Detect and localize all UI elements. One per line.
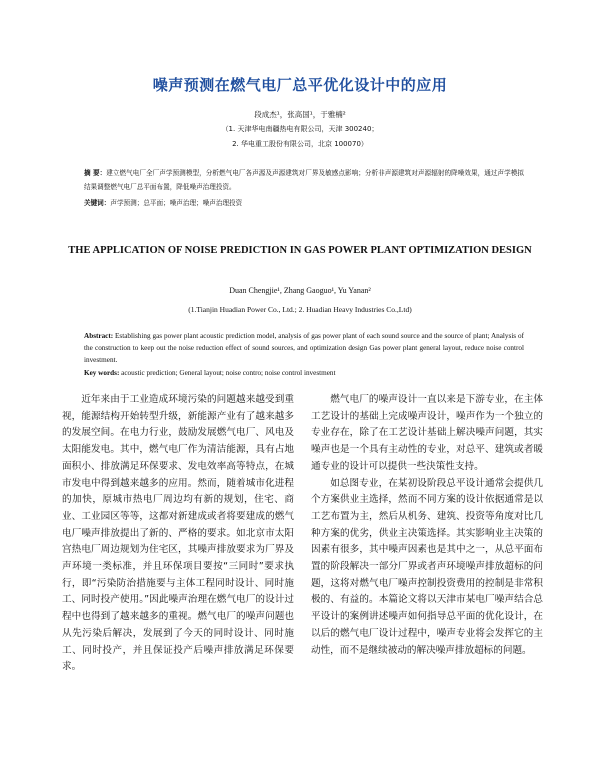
chinese-abstract (84, 166, 524, 194)
english-affiliations: (1.Tianjin Huadian Power Co., Ltd.; 2. Huadian Heavy Industries Co.,Ltd) (188, 305, 412, 314)
body-paragraph: 燃气电厂的噪声设计一直以来是下游专业，在主体工艺设计的基础上完成噪声设计，噪声作为一个独立的专业存在，除了在工艺设计基础上解决噪声问题，其实噪声也是一个具有主动性的专业，对总平、建筑或者暖通专业的设计可以提供一些決策性支持。 (311, 394, 543, 472)
body-column-right (311, 392, 543, 659)
chinese-affiliation-2: 2. 华电重工股份有限公司，北京 100070） (232, 140, 368, 148)
chinese-keywords (84, 197, 524, 209)
body-paragraph: 近年来由于工业造成环境污染的问题越来越受到重视，能源结构开始转型升级，新能源产业有了越来越多的发展空间。在电力行业，鼓励发展燃气电厂、风电及太阳能发电。其中，燃气电厂作为清洁能源，具有占地面积小、排放满足环保要求、发电效率高等特点，在城市发电中得到越来越多的应用。然而，随着城市化进程的加快，原城市热电厂周边均有新的规划，住宅、商业、工业园区等等，这都对新建成或者将要建成的燃气电厂噪声排放提出了新的、严格的要求。如北京市太阳宫热电厂周边规划为住宅区，其噪声排放要求为厂界及声环境一类标准，并且环保项目要按“三同时”要求执行，即“污染防治措施要与主体工程同时设计、同时施工、同时投产使用。”因此噪声治理在燃气电厂的设计过程中也得到了越来越多的重视。燃气电厂的噪声问题也从先污染后解决，发展到了今天的同时设计、同时施工、同时投产，并且保证投产后噪声排放满足环保要求。 (62, 394, 294, 673)
chinese-keywords-text: 声学预测；总平面；噪声治理；噪声治理投资 (110, 199, 243, 207)
english-keywords-text: acoustic prediction; General layout; noise contro; noise control investment (121, 369, 336, 377)
body-paragraph: 如总图专业，在某初设阶段总平设计通常会提供几个方案供业主选择，然而不同方案的设计依据通常是以工艺布置为主，然后从机务、建筑、投资等角度对比几种方案的优劣，供业主决策选择。其实影响业主决策的因素有很多，其中噪声因素也是其中之一，从总平面布置的阶段解决一部分厂界或者声环境噪声排放超标的问题，这将对燃气电厂噪声控制投资费用的控制是非常积极的、有益的。本篇论文将以天津市某电厂噪声结合总平设计的案例讲述噪声如何指导总平面的优化设计，在以后的燃气电厂设计过程中，噪声专业将会发挥它的主动性，而不是继续被动的解决噪声排放超标的问题。 (311, 477, 543, 656)
english-keywords (84, 367, 524, 379)
chinese-affiliation-1: （1. 天津华电南疆热电有限公司，天津 300240； (221, 125, 379, 133)
english-authors: Duan Chengjie¹, Zhang Gaoguo¹, Yu Yanan² (229, 286, 371, 295)
chinese-abstract-label: 摘 要： (84, 169, 107, 177)
chinese-abstract-text: 建立燃气电厂全厂声学预测模型，分析燃气电厂各声源及声源建筑对厂界及敏感点影响；分析非声源建筑对声源辐射的降噪效果，通过声学模拟结果调整燃气电厂总平面布置，降低噪声治理投资。 (84, 169, 525, 191)
chinese-keywords-label: 关键词： (84, 199, 111, 207)
english-title: THE APPLICATION OF NOISE PREDICTION IN GAS POWER PLANT OPTIMIZATION DESIGN (68, 245, 532, 256)
chinese-authors: 段成杰¹，张高国¹，于雅楠² (254, 110, 346, 119)
english-abstract-text: Establishing gas power plant acoustic prediction model, analysis of gas power plant of each sound source and the source of plant; Analysis of the construction to keep out the noise reduction effect of sound sources, and optimization design Gas power plant general layout, reduce noise control investment. (84, 332, 524, 364)
english-keywords-label: Key words: (84, 369, 120, 377)
english-abstract (84, 330, 524, 366)
english-abstract-label: Abstract: (84, 332, 114, 340)
body-column-left (62, 392, 294, 676)
chinese-title: 噪声预测在燃气电厂总平优化设计中的应用 (152, 76, 448, 94)
